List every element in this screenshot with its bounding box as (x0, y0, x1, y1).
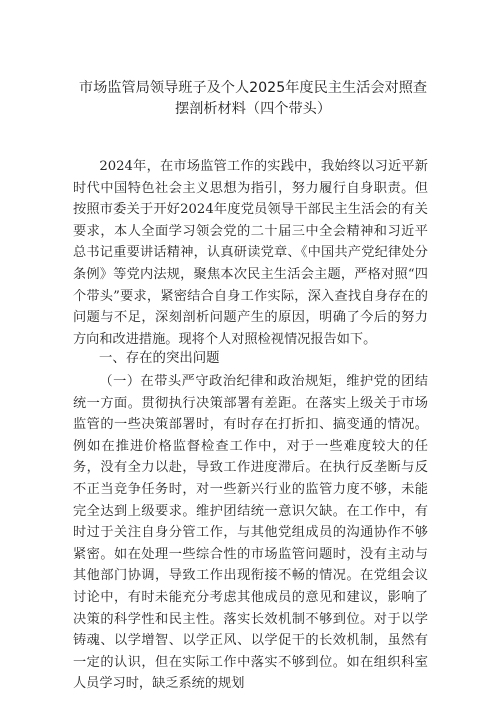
section-heading: 一、存在的突出问题 (99, 351, 220, 366)
section-paragraph: （一）在带头严守政治纪律和政治规矩，维护党的团结统一方面。贯彻执行决策部署有差距。在落实上级关于市场监管的一些决策部署时，有时存在打折扣、搞变通的情况。例如在推进价格监督检查工作中，对于一些难度较大的任务，没有全力以赴，导致工作进度滞后。在执行反垄断与反不正当竞争任务时，对一些新兴行业的监管力度不够，未能完全达到上级要求。维护团结统一意识欠缺。在工作中，有时过于关注自身分管工作，与其他党组成员的沟通协作不够紧密。如在处理一些综合性的市场监管问题时，没有主动与其他部门协调，导致工作出现衔接不畅的情况。在党组会议讨论中，有时未能充分考虑其他成员的意见和建议，影响了决策的科学性和民主性。落实长效机制不够到位。对于以学铸魂、以学增智、以学正风、以学促干的长效机制，虽然有一定的认识，但在实际工作中落实不够到位。如在组织科室人员学习时，缺乏系统的规划 (73, 374, 428, 692)
intro-paragraph: 2024年，在市场监管工作的实践中，我始终以习近平新时代中国特色社会主义思想为指引，努力履行自身职责。但按照市委关于开好2024年度党员领导干部民主生活会的有关要求，本人全面学习领会党的二十届三中全会精神和习近平总书记重要讲话精神，认真研读党章、《中国共产党纪律处分条例》等党内法规，聚焦本次民主生活会主题，严格对照“四个带头”要求，紧密结合自身工作实际，深入查找自身存在的问题与不足，深刻剖析问题产生的原因，明确了今后的努力方向和改进措施。现将个人对照检视情况报告如下。 (73, 159, 428, 347)
document-title: 市场监管局领导班子及个人2025年度民主生活会对照查摆剖析材料（四个带头） (78, 80, 428, 117)
